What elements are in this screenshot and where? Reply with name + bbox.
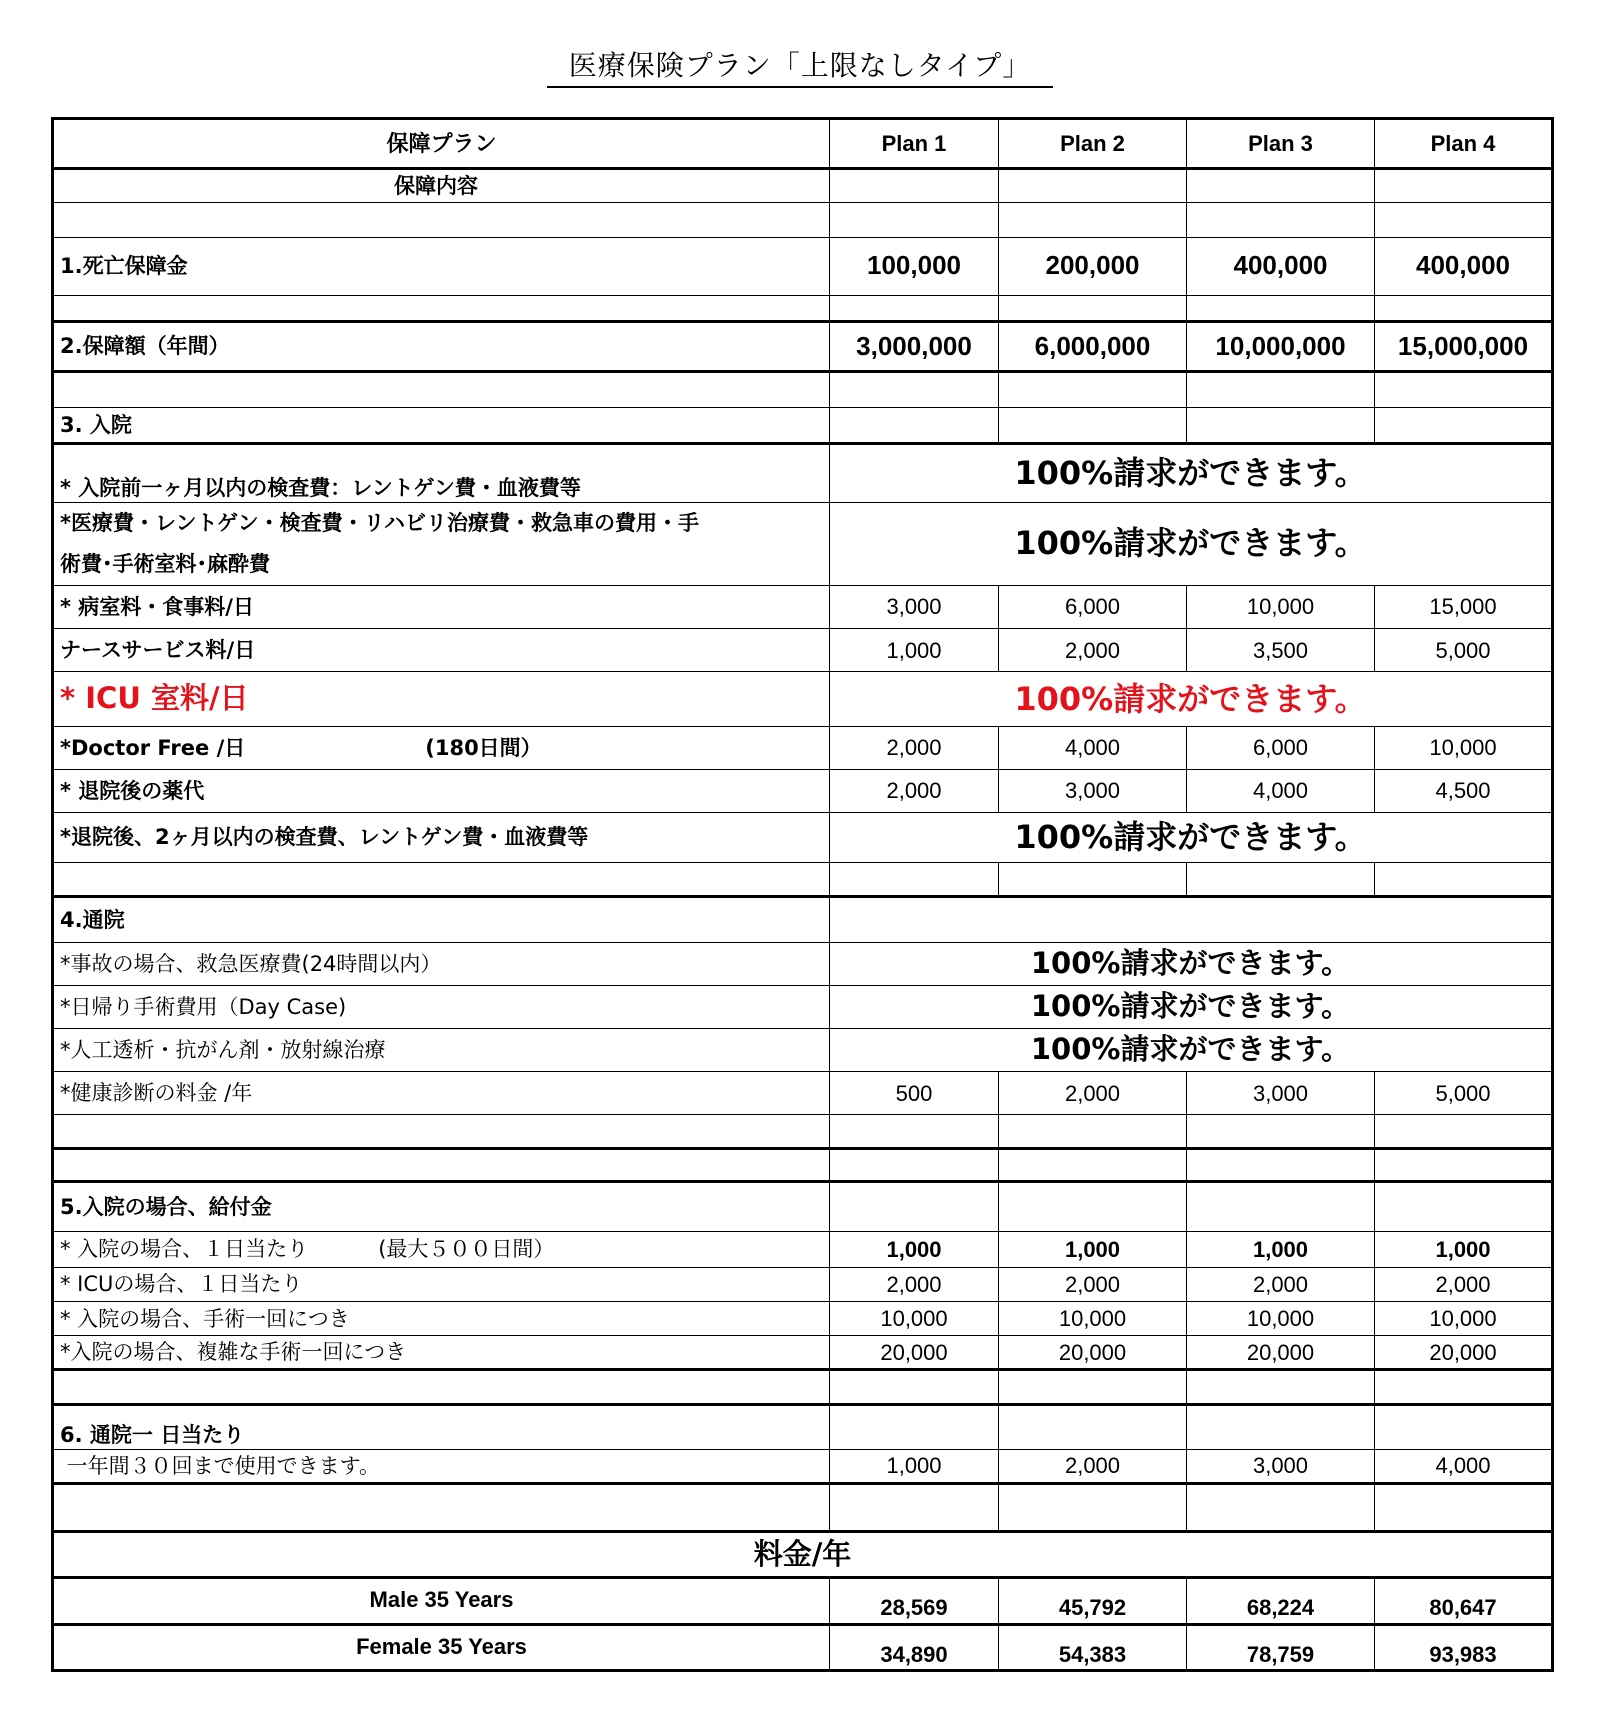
icu-benefit-plan2: 2,000 (999, 1267, 1187, 1301)
medicine-plan4: 4,500 (1375, 769, 1553, 812)
fees-header: 料金/年 (53, 1532, 1553, 1578)
daycase-claim: 100%請求ができます。 (830, 985, 1553, 1028)
medical-expenses-row (53, 502, 1553, 585)
dialysis-claim: 100%請求ができます。 (830, 1028, 1553, 1071)
spacer-row (53, 372, 1553, 408)
male-fee-plan2: 45,792 (999, 1578, 1187, 1624)
spacer-row (53, 1115, 1553, 1149)
spacer-row (53, 203, 1553, 237)
medicine-plan1: 2,000 (830, 769, 999, 812)
female-fee-label: Female 35 Years (53, 1624, 830, 1670)
icu-benefit-label: * ICUの場合、１日当たり (53, 1267, 830, 1301)
daily-benefit-text: * 入院の場合、１日当たり (60, 1237, 309, 1262)
spacer-row (53, 863, 1553, 897)
spacer-row (53, 1149, 1553, 1181)
complex-surgery-plan2: 20,000 (999, 1336, 1187, 1370)
content-label-row (53, 169, 1553, 203)
content-label: 保障内容 (53, 169, 830, 203)
annual-coverage-plan2: 6,000,000 (999, 321, 1187, 371)
death-benefit-plan3: 400,000 (1187, 237, 1375, 295)
medical-expenses-label-line1: *医療費・レントゲン・検査費・リハビリ治療費・救急車の費用・手 (60, 510, 699, 535)
doctor-fee-text: *Doctor Free /日 (60, 735, 246, 760)
surgery-benefit-plan4: 10,000 (1375, 1302, 1553, 1336)
outpatient-usage-plan4: 4,000 (1375, 1449, 1553, 1483)
hospitalization-section-row (53, 408, 1553, 444)
female-fee-plan3: 78,759 (1187, 1624, 1375, 1670)
icu-benefit-plan4: 2,000 (1375, 1267, 1553, 1301)
post-discharge-exam-label: *退院後、2ヶ月以内の検査費、レントゲン費・血液費等 (53, 812, 830, 862)
death-benefit-plan1: 100,000 (830, 237, 999, 295)
nurse-fee-plan4: 5,000 (1375, 629, 1553, 672)
room-fee-plan1: 3,000 (830, 585, 999, 628)
plan-2-header: Plan 2 (999, 119, 1187, 169)
death-benefit-plan4: 400,000 (1375, 237, 1553, 295)
medical-expenses-claim: 100%請求ができます。 (830, 502, 1553, 585)
doctor-fee-row (53, 726, 1553, 769)
medicine-plan3: 4,000 (1187, 769, 1375, 812)
annual-coverage-plan1: 3,000,000 (830, 321, 999, 371)
male-fee-label: Male 35 Years (53, 1578, 830, 1624)
daily-benefit-plan3: 1,000 (1187, 1231, 1375, 1267)
daily-benefit-plan2: 1,000 (999, 1231, 1187, 1267)
outpatient-section-label: 4.通院 (53, 897, 830, 942)
icu-benefit-row (53, 1267, 1553, 1301)
spacer-row (53, 1483, 1553, 1531)
doctor-fee-plan1: 2,000 (830, 726, 999, 769)
daily-benefit-plan4: 1,000 (1375, 1231, 1553, 1267)
checkup-plan4: 5,000 (1375, 1072, 1553, 1115)
outpatient-usage-plan3: 3,000 (1187, 1449, 1375, 1483)
fees-header-row (53, 1532, 1553, 1578)
outpatient-usage-label: 一年間３０回まで使用できます。 (53, 1449, 830, 1483)
female-fee-row (53, 1624, 1553, 1670)
doctor-fee-plan4: 10,000 (1375, 726, 1553, 769)
emergency-label: *事故の場合、救急医療費(24時間以内） (53, 942, 830, 985)
pre-admission-exam-label: * 入院前一ヶ月以内の検査費：レントゲン費・血液費等 (53, 444, 830, 502)
outpatient-daily-section-label: 6. 通院一 日当たり (53, 1404, 830, 1449)
complex-surgery-plan1: 20,000 (830, 1336, 999, 1370)
female-fee-plan1: 34,890 (830, 1624, 999, 1670)
surgery-benefit-row (53, 1302, 1553, 1336)
surgery-benefit-label: * 入院の場合、手術一回につき (53, 1302, 830, 1336)
male-fee-row (53, 1578, 1553, 1624)
complex-surgery-label: *入院の場合、複雑な手術一回につき (53, 1336, 830, 1370)
outpatient-section-row (53, 897, 1553, 942)
daycase-label: *日帰り手術費用（Day Case) (53, 985, 830, 1028)
icu-room-claim: 100%請求ができます。 (830, 672, 1553, 726)
room-fee-label: * 病室料・食事料/日 (53, 585, 830, 628)
plan-4-header: Plan 4 (1375, 119, 1553, 169)
surgery-benefit-plan3: 10,000 (1187, 1302, 1375, 1336)
female-fee-plan4: 93,983 (1375, 1624, 1553, 1670)
daily-benefit-note: (最大５００日間） (378, 1237, 555, 1262)
spacer-row (53, 295, 1553, 321)
room-fee-plan4: 15,000 (1375, 585, 1553, 628)
post-discharge-exam-claim: 100%請求ができます。 (830, 812, 1553, 862)
header-label: 保障プラン (53, 119, 830, 169)
plan-1-header: Plan 1 (830, 119, 999, 169)
female-fee-plan2: 54,383 (999, 1624, 1187, 1670)
doctor-fee-label (53, 726, 830, 769)
complex-surgery-row (53, 1336, 1553, 1370)
daily-benefit-plan1: 1,000 (830, 1231, 999, 1267)
checkup-row (53, 1072, 1553, 1115)
plan-3-header: Plan 3 (1187, 119, 1375, 169)
page-title: 医療保険プラン「上限なしタイプ」 (0, 44, 1600, 88)
hospitalization-section-label: 3. 入院 (53, 408, 830, 444)
post-discharge-exam-row (53, 812, 1553, 862)
complex-surgery-plan3: 20,000 (1187, 1336, 1375, 1370)
medicine-plan2: 3,000 (999, 769, 1187, 812)
daily-benefit-row (53, 1231, 1553, 1267)
checkup-plan3: 3,000 (1187, 1072, 1375, 1115)
medicine-row (53, 769, 1553, 812)
daily-benefit-label (53, 1231, 830, 1267)
emergency-row (53, 942, 1553, 985)
outpatient-usage-plan1: 1,000 (830, 1449, 999, 1483)
medical-expenses-label (53, 502, 830, 585)
pre-admission-exam-row (53, 444, 1553, 502)
icu-benefit-plan1: 2,000 (830, 1267, 999, 1301)
medical-expenses-label-line2: 術費･手術室料･麻酔費 (60, 551, 270, 576)
checkup-plan2: 2,000 (999, 1072, 1187, 1115)
annual-coverage-label: 2.保障額（年間） (53, 321, 830, 371)
icu-benefit-plan3: 2,000 (1187, 1267, 1375, 1301)
benefit-section-row (53, 1181, 1553, 1231)
room-fee-plan2: 6,000 (999, 585, 1187, 628)
dialysis-row (53, 1028, 1553, 1071)
male-fee-plan1: 28,569 (830, 1578, 999, 1624)
annual-coverage-row (53, 321, 1553, 371)
spacer-row (53, 1370, 1553, 1404)
male-fee-plan3: 68,224 (1187, 1578, 1375, 1624)
medicine-label: * 退院後の薬代 (53, 769, 830, 812)
dialysis-label: *人工透析・抗がん剤・放射線治療 (53, 1028, 830, 1071)
checkup-plan1: 500 (830, 1072, 999, 1115)
icu-room-label: * ICU 室料/日 (53, 672, 830, 726)
annual-coverage-plan3: 10,000,000 (1187, 321, 1375, 371)
outpatient-usage-row (53, 1449, 1553, 1483)
outpatient-usage-plan2: 2,000 (999, 1449, 1187, 1483)
room-fee-plan3: 10,000 (1187, 585, 1375, 628)
nurse-fee-plan1: 1,000 (830, 629, 999, 672)
checkup-label: *健康診断の料金 /年 (53, 1072, 830, 1115)
icu-room-row (53, 672, 1553, 726)
outpatient-daily-section-row (53, 1404, 1553, 1449)
death-benefit-label: 1.死亡保障金 (53, 237, 830, 295)
surgery-benefit-plan2: 10,000 (999, 1302, 1187, 1336)
room-fee-row (53, 585, 1553, 628)
surgery-benefit-plan1: 10,000 (830, 1302, 999, 1336)
male-fee-plan4: 80,647 (1375, 1578, 1553, 1624)
complex-surgery-plan4: 20,000 (1375, 1336, 1553, 1370)
benefit-section-label: 5.入院の場合、給付金 (53, 1181, 830, 1231)
daycase-row (53, 985, 1553, 1028)
nurse-fee-row (53, 629, 1553, 672)
doctor-fee-plan3: 6,000 (1187, 726, 1375, 769)
death-benefit-plan2: 200,000 (999, 237, 1187, 295)
pre-admission-exam-claim: 100%請求ができます。 (830, 444, 1553, 502)
header-row (53, 119, 1553, 169)
nurse-fee-plan2: 2,000 (999, 629, 1187, 672)
doctor-fee-plan2: 4,000 (999, 726, 1187, 769)
nurse-fee-label: ナースサービス料/日 (53, 629, 830, 672)
doctor-fee-note: (180日間） (425, 735, 542, 760)
death-benefit-row (53, 237, 1553, 295)
insurance-plan-table (51, 117, 1554, 1672)
emergency-claim: 100%請求ができます。 (830, 942, 1553, 985)
nurse-fee-plan3: 3,500 (1187, 629, 1375, 672)
annual-coverage-plan4: 15,000,000 (1375, 321, 1553, 371)
